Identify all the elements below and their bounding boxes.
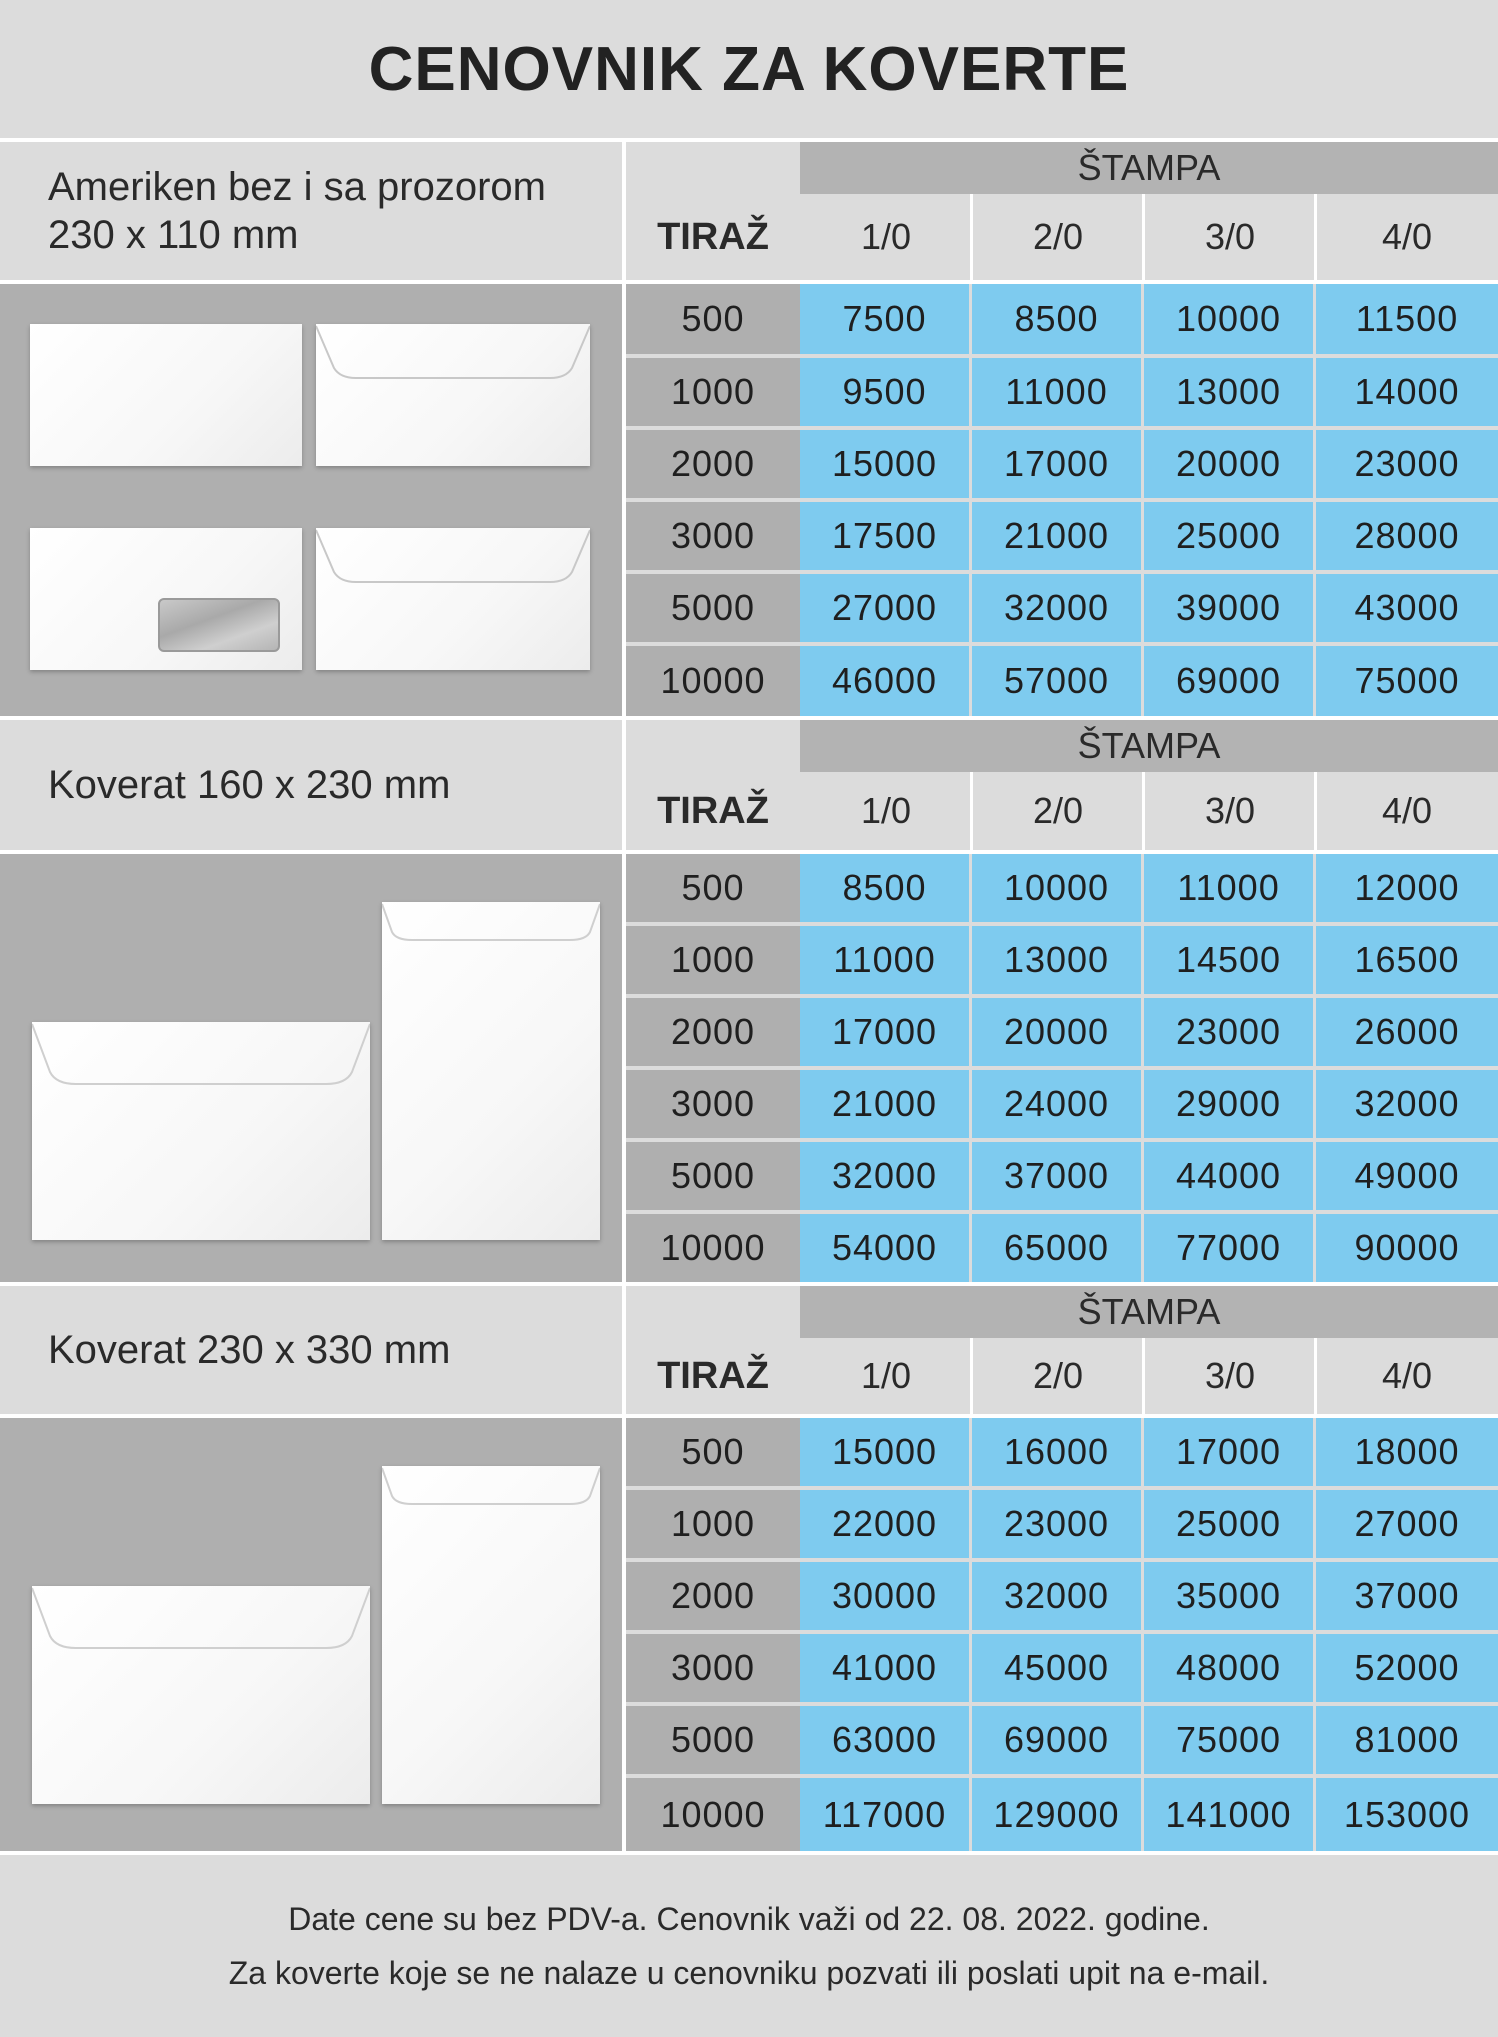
section-1-header xyxy=(626,142,1498,280)
envelope-window-image xyxy=(30,528,302,670)
price-cell: 43000 xyxy=(1316,574,1498,642)
col-header-1-0: 1/0 xyxy=(860,216,912,257)
table-row xyxy=(626,646,1498,716)
price-cell: 57000 xyxy=(972,646,1141,716)
section-1-label-line1: Ameriken bez i sa prozorom xyxy=(48,165,546,209)
table-row xyxy=(626,284,1498,354)
col-header-4-0: 4/0 xyxy=(1381,1355,1433,1396)
price-cell: 11000 xyxy=(972,358,1141,426)
stampa-header: ŠTAMPA xyxy=(800,1286,1498,1338)
section-3-image xyxy=(0,1418,622,1851)
price-cell: 16500 xyxy=(1316,926,1498,994)
quantity-cell: 1000 xyxy=(626,1490,800,1558)
section-1-label-line2: 230 x 110 mm xyxy=(48,213,299,257)
table-row xyxy=(626,1142,1498,1210)
price-cell: 11000 xyxy=(800,926,969,994)
quantity-cell: 500 xyxy=(626,854,800,922)
col-header-4-0: 4/0 xyxy=(1381,216,1433,257)
price-cell: 117000 xyxy=(800,1778,969,1851)
price-cell: 49000 xyxy=(1316,1142,1498,1210)
price-cell: 153000 xyxy=(1316,1778,1498,1851)
section-3-label xyxy=(0,1286,622,1414)
price-cell: 75000 xyxy=(1316,646,1498,716)
price-cell: 45000 xyxy=(972,1634,1141,1702)
price-cell: 17500 xyxy=(800,502,969,570)
price-cell: 23000 xyxy=(972,1490,1141,1558)
col-header-3-0: 3/0 xyxy=(1204,790,1256,831)
price-cell: 141000 xyxy=(1144,1778,1313,1851)
price-cell: 21000 xyxy=(972,502,1141,570)
price-cell: 17000 xyxy=(972,430,1141,498)
price-cell: 48000 xyxy=(1144,1634,1313,1702)
envelope-landscape-image xyxy=(32,1022,370,1240)
tiraz-header: TIRAŽ xyxy=(657,789,769,832)
col-header-3-0: 3/0 xyxy=(1204,216,1256,257)
tiraz-header: TIRAŽ xyxy=(657,1354,769,1397)
quantity-cell: 500 xyxy=(626,284,800,354)
price-cell: 27000 xyxy=(800,574,969,642)
section-3-header xyxy=(626,1286,1498,1414)
col-header-1-0: 1/0 xyxy=(860,1355,912,1396)
price-cell: 75000 xyxy=(1144,1706,1313,1774)
price-cell: 25000 xyxy=(1144,1490,1313,1558)
quantity-cell: 3000 xyxy=(626,1634,800,1702)
table-row xyxy=(626,1418,1498,1486)
price-cell: 12000 xyxy=(1316,854,1498,922)
price-cell: 25000 xyxy=(1144,502,1313,570)
price-cell: 46000 xyxy=(800,646,969,716)
price-cell: 13000 xyxy=(972,926,1141,994)
price-cell: 27000 xyxy=(1316,1490,1498,1558)
price-cell: 77000 xyxy=(1144,1214,1313,1282)
price-cell: 14000 xyxy=(1316,358,1498,426)
price-cell: 28000 xyxy=(1316,502,1498,570)
col-header-2-0: 2/0 xyxy=(1032,790,1084,831)
price-cell: 39000 xyxy=(1144,574,1313,642)
envelope-window-cutout xyxy=(158,598,280,652)
quantity-cell: 10000 xyxy=(626,646,800,716)
price-cell: 37000 xyxy=(972,1142,1141,1210)
price-cell: 21000 xyxy=(800,1070,969,1138)
price-cell: 69000 xyxy=(972,1706,1141,1774)
price-cell: 32000 xyxy=(972,574,1141,642)
quantity-cell: 500 xyxy=(626,1418,800,1486)
price-cell: 32000 xyxy=(972,1562,1141,1630)
quantity-cell: 3000 xyxy=(626,1070,800,1138)
price-cell: 37000 xyxy=(1316,1562,1498,1630)
section-1-label xyxy=(0,142,622,280)
price-cell: 11000 xyxy=(1144,854,1313,922)
price-cell: 22000 xyxy=(800,1490,969,1558)
price-cell: 54000 xyxy=(800,1214,969,1282)
table-row xyxy=(626,1706,1498,1774)
col-header-4-0: 4/0 xyxy=(1381,790,1433,831)
table-row xyxy=(626,358,1498,426)
table-row xyxy=(626,574,1498,642)
price-cell: 8500 xyxy=(972,284,1141,354)
section-2-label-line1: Koverat 160 x 230 mm xyxy=(48,763,451,807)
envelope-front-image xyxy=(30,324,302,466)
price-cell: 32000 xyxy=(800,1142,969,1210)
page-title: CENOVNIK ZA KOVERTE xyxy=(0,0,1498,138)
table-row xyxy=(626,1562,1498,1630)
price-cell: 13000 xyxy=(1144,358,1313,426)
price-cell: 129000 xyxy=(972,1778,1141,1851)
envelope-portrait-image xyxy=(382,902,600,1240)
quantity-cell: 5000 xyxy=(626,1706,800,1774)
price-cell: 32000 xyxy=(1316,1070,1498,1138)
section-1-image xyxy=(0,284,622,716)
quantity-cell: 1000 xyxy=(626,926,800,994)
table-row xyxy=(626,502,1498,570)
price-cell: 30000 xyxy=(800,1562,969,1630)
table-row xyxy=(626,430,1498,498)
footer-note xyxy=(0,1855,1498,2037)
price-cell: 52000 xyxy=(1316,1634,1498,1702)
stampa-header: ŠTAMPA xyxy=(800,142,1498,194)
price-cell: 14500 xyxy=(1144,926,1313,994)
price-cell: 17000 xyxy=(1144,1418,1313,1486)
quantity-cell: 5000 xyxy=(626,1142,800,1210)
price-cell: 69000 xyxy=(1144,646,1313,716)
col-header-1-0: 1/0 xyxy=(860,790,912,831)
price-cell: 15000 xyxy=(800,1418,969,1486)
price-cell: 17000 xyxy=(800,998,969,1066)
price-cell: 8500 xyxy=(800,854,969,922)
section-2-image xyxy=(0,854,622,1282)
price-cell: 15000 xyxy=(800,430,969,498)
quantity-cell: 2000 xyxy=(626,998,800,1066)
price-cell: 20000 xyxy=(1144,430,1313,498)
price-cell: 23000 xyxy=(1316,430,1498,498)
quantity-cell: 10000 xyxy=(626,1214,800,1282)
section-3-label-line1: Koverat 230 x 330 mm xyxy=(48,1328,451,1372)
col-header-2-0: 2/0 xyxy=(1032,216,1084,257)
price-cell: 81000 xyxy=(1316,1706,1498,1774)
price-cell: 26000 xyxy=(1316,998,1498,1066)
price-cell: 44000 xyxy=(1144,1142,1313,1210)
footer-line-1: Date cene su bez PDV-a. Cenovnik važi od 22. 08. 2022. godine. xyxy=(288,1901,1210,1937)
table-row xyxy=(626,1214,1498,1282)
table-row xyxy=(626,1778,1498,1851)
table-row xyxy=(626,926,1498,994)
col-header-2-0: 2/0 xyxy=(1032,1355,1084,1396)
price-cell: 10000 xyxy=(972,854,1141,922)
section-2-header xyxy=(626,720,1498,850)
price-cell: 16000 xyxy=(972,1418,1141,1486)
envelope-portrait-image xyxy=(382,1466,600,1804)
table-row xyxy=(626,1490,1498,1558)
quantity-cell: 2000 xyxy=(626,430,800,498)
table-row xyxy=(626,854,1498,922)
price-cell: 20000 xyxy=(972,998,1141,1066)
stampa-header: ŠTAMPA xyxy=(800,720,1498,772)
section-2-label xyxy=(0,720,622,850)
price-cell: 29000 xyxy=(1144,1070,1313,1138)
quantity-cell: 1000 xyxy=(626,358,800,426)
footer-line-2: Za koverte koje se ne nalaze u cenovniku pozvati ili poslati upit na e-mail. xyxy=(228,1955,1270,1991)
quantity-cell: 5000 xyxy=(626,574,800,642)
price-cell: 41000 xyxy=(800,1634,969,1702)
table-row xyxy=(626,998,1498,1066)
envelope-back-image-2 xyxy=(316,528,590,670)
envelope-landscape-image xyxy=(32,1586,370,1804)
price-cell: 35000 xyxy=(1144,1562,1313,1630)
quantity-cell: 3000 xyxy=(626,502,800,570)
table-row xyxy=(626,1070,1498,1138)
price-cell: 18000 xyxy=(1316,1418,1498,1486)
price-cell: 24000 xyxy=(972,1070,1141,1138)
price-cell: 10000 xyxy=(1144,284,1313,354)
price-cell: 11500 xyxy=(1316,284,1498,354)
price-cell: 65000 xyxy=(972,1214,1141,1282)
price-cell: 63000 xyxy=(800,1706,969,1774)
tiraz-header: TIRAŽ xyxy=(657,215,769,258)
quantity-cell: 2000 xyxy=(626,1562,800,1630)
quantity-cell: 10000 xyxy=(626,1778,800,1851)
price-cell: 23000 xyxy=(1144,998,1313,1066)
price-cell: 9500 xyxy=(800,358,969,426)
price-cell: 90000 xyxy=(1316,1214,1498,1282)
col-header-3-0: 3/0 xyxy=(1204,1355,1256,1396)
price-cell: 7500 xyxy=(800,284,969,354)
envelope-back-image xyxy=(316,324,590,466)
table-row xyxy=(626,1634,1498,1702)
